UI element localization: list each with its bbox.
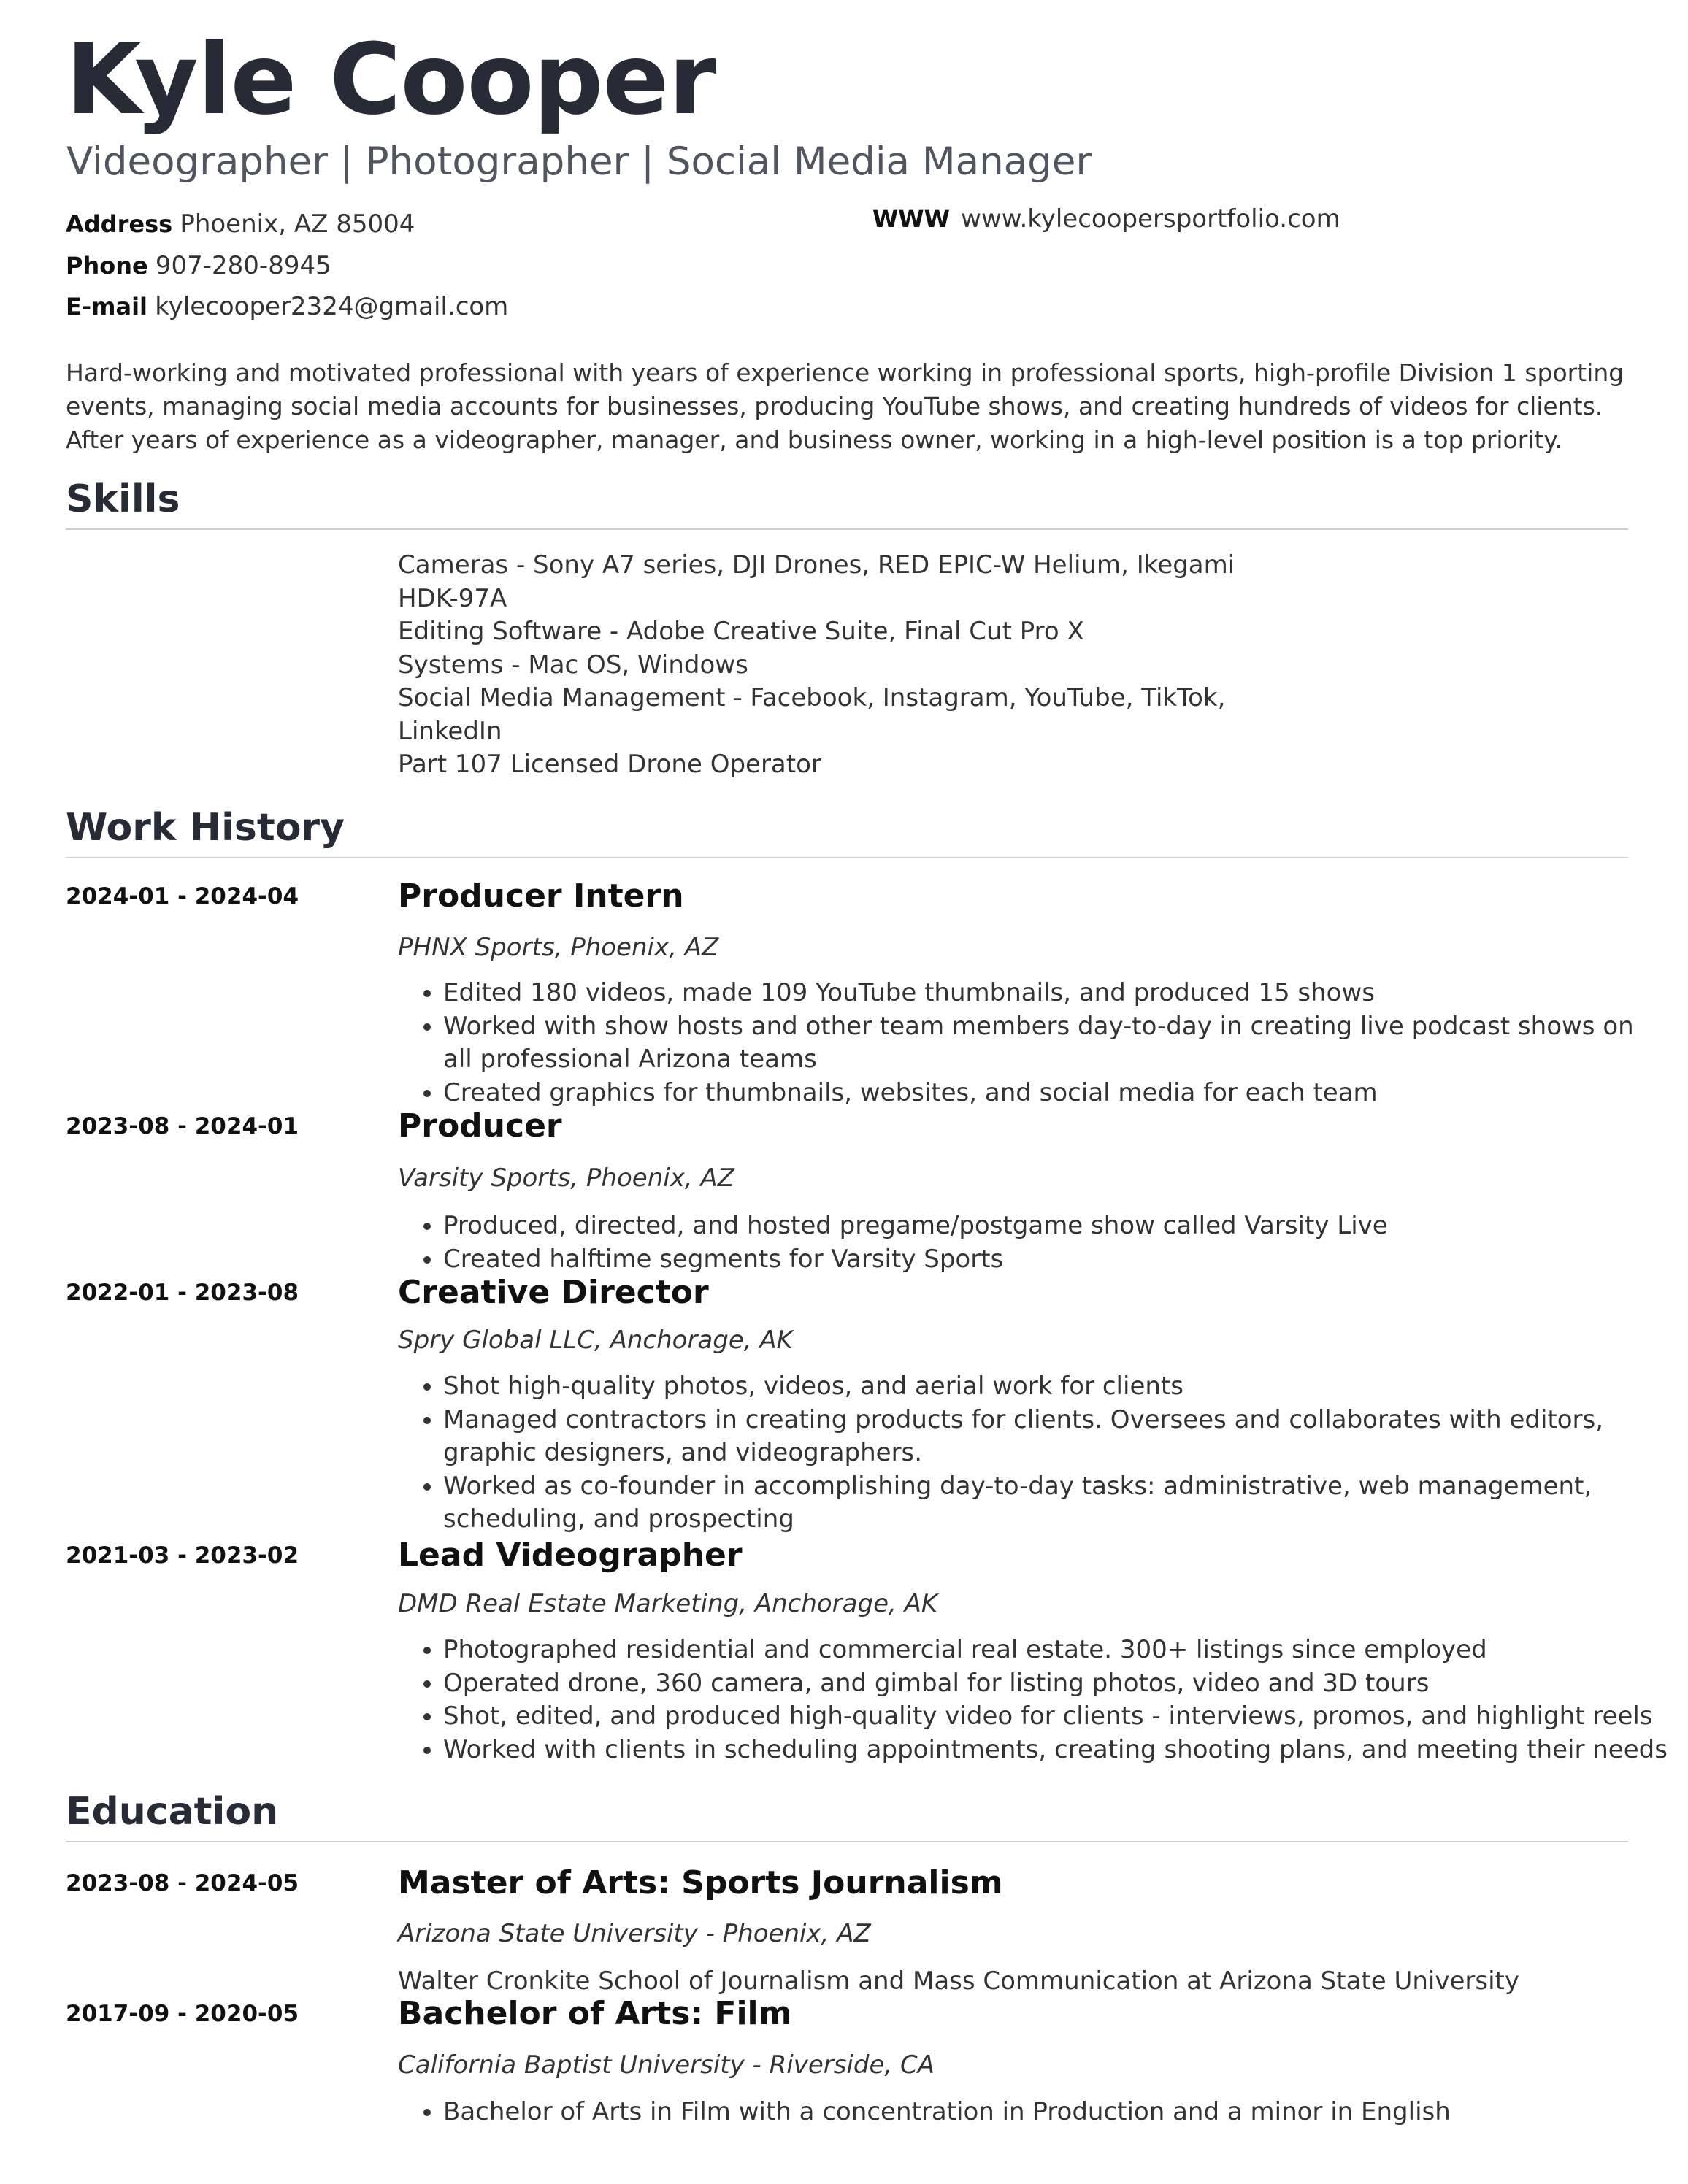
phone-label: Phone xyxy=(66,252,148,280)
contact-email xyxy=(66,292,508,321)
job-bullets xyxy=(409,1370,1670,1537)
job-bullets xyxy=(409,1210,1670,1276)
job-title: Producer Intern xyxy=(398,877,684,915)
job-dates: 2023-08 - 2024-01 xyxy=(66,1113,299,1139)
work-heading: Work History xyxy=(66,806,345,850)
www-value[interactable]: www.kylecoopersportfolio.com xyxy=(961,204,1340,234)
job-bullets xyxy=(409,1634,1670,1766)
job-title: Lead Videographer xyxy=(398,1537,743,1574)
skill-line: Part 107 Licensed Drone Operator xyxy=(398,750,821,779)
job-bullet: • Created graphics for thumbnails, websites, and social media for each team xyxy=(443,1077,1670,1110)
education-bullet: • Bachelor of Arts in Film with a concentration in Production and a minor in English xyxy=(443,2096,1670,2129)
job-dates: 2024-01 - 2024-04 xyxy=(66,883,299,910)
skill-line: Editing Software - Adobe Creative Suite, Final Cut Pro X xyxy=(398,617,1084,646)
job-company: Spry Global LLC, Anchorage, AK xyxy=(398,1326,793,1355)
candidate-name: Kyle Cooper xyxy=(66,23,716,136)
job-bullets xyxy=(409,977,1670,1110)
job-bullet: • Operated drone, 360 camera, and gimbal for listing photos, video and 3D tours xyxy=(443,1667,1670,1701)
skills-list xyxy=(398,549,1274,782)
job-bullet: • Shot high-quality photos, videos, and aerial work for clients xyxy=(443,1370,1670,1404)
job-title: Creative Director xyxy=(398,1274,709,1311)
education-heading: Education xyxy=(66,1790,279,1834)
job-bullet: • Produced, directed, and hosted pregame/postgame show called Varsity Live xyxy=(443,1210,1670,1243)
job-bullet: • Edited 180 videos, made 109 YouTube thumbnails, and produced 15 shows xyxy=(443,977,1670,1010)
job-company: DMD Real Estate Marketing, Anchorage, AK xyxy=(398,1589,938,1618)
job-bullet: • Worked with show hosts and other team members day-to-day in creating live podcast shows on all professional Arizona teams xyxy=(443,1010,1670,1077)
contact-address xyxy=(66,209,415,239)
contact-phone xyxy=(66,251,331,280)
education-dates: 2023-08 - 2024-05 xyxy=(66,1870,299,1896)
contact-website xyxy=(872,204,1340,234)
skills-heading: Skills xyxy=(66,477,180,521)
address-value: Phoenix, AZ 85004 xyxy=(180,209,415,239)
education-dates: 2017-09 - 2020-05 xyxy=(66,2001,299,2027)
skill-line: Cameras - Sony A7 series, DJI Drones, RED EPIC-W Helium, Ikegami xyxy=(398,550,1235,580)
address-label: Address xyxy=(66,210,173,238)
skill-line: Social Media Management - Facebook, Instagram, YouTube, TikTok, xyxy=(398,683,1226,712)
skill-line: LinkedIn xyxy=(398,716,502,746)
job-company: Varsity Sports, Phoenix, AZ xyxy=(398,1164,734,1193)
education-section-heading xyxy=(66,1790,1628,1842)
job-bullet: • Photographed residential and commercial real estate. 300+ listings since employed xyxy=(443,1634,1670,1667)
job-title: Producer xyxy=(398,1107,562,1145)
skills-section-heading xyxy=(66,477,1628,530)
job-dates: 2021-03 - 2023-02 xyxy=(66,1542,299,1569)
education-degree: Bachelor of Arts: Film xyxy=(398,1995,792,2032)
skill-line: HDK-97A xyxy=(398,583,507,613)
job-bullet: • Worked as co-founder in accomplishing day-to-day tasks: administrative, web management, scheduling, and prospecting xyxy=(443,1470,1670,1537)
education-degree: Master of Arts: Sports Journalism xyxy=(398,1864,1003,1902)
email-value[interactable]: kylecooper2324@gmail.com xyxy=(155,292,509,321)
candidate-tagline: Videographer | Photographer | Social Media Manager xyxy=(66,139,1092,184)
education-school: Arizona State University - Phoenix, AZ xyxy=(398,1919,871,1948)
education-note: Walter Cronkite School of Journalism and Mass Communication at Arizona State University xyxy=(398,1966,1519,1996)
job-company: PHNX Sports, Phoenix, AZ xyxy=(398,933,719,962)
skill-line: Systems - Mac OS, Windows xyxy=(398,650,748,680)
job-dates: 2022-01 - 2023-08 xyxy=(66,1280,299,1306)
professional-summary: Hard-working and motivated professional with years of experience working in professional sports, high-profile Division 1 sporting events, managing social media accounts for businesses, producing YouTube shows, and creating hundreds of videos for clients. After years of experience as a videographer, manager, and business owner, working in a high-level position is a top priority. xyxy=(66,358,1624,454)
job-bullet: • Created halftime segments for Varsity Sports xyxy=(443,1243,1670,1277)
education-bullets xyxy=(409,2096,1670,2129)
www-label: WWW xyxy=(872,205,950,233)
job-bullet: • Shot, edited, and produced high-quality video for clients - interviews, promos, and highlight reels xyxy=(443,1700,1670,1734)
email-label: E-mail xyxy=(66,293,148,320)
job-bullet: • Managed contractors in creating products for clients. Oversees and collaborates with editors, graphic designers, and videographers. xyxy=(443,1404,1670,1470)
job-bullet: • Worked with clients in scheduling appointments, creating shooting plans, and meeting their needs xyxy=(443,1734,1670,1767)
education-school: California Baptist University - Riverside, CA xyxy=(398,2050,935,2080)
phone-value: 907-280-8945 xyxy=(155,251,331,280)
work-section-heading xyxy=(66,806,1628,858)
